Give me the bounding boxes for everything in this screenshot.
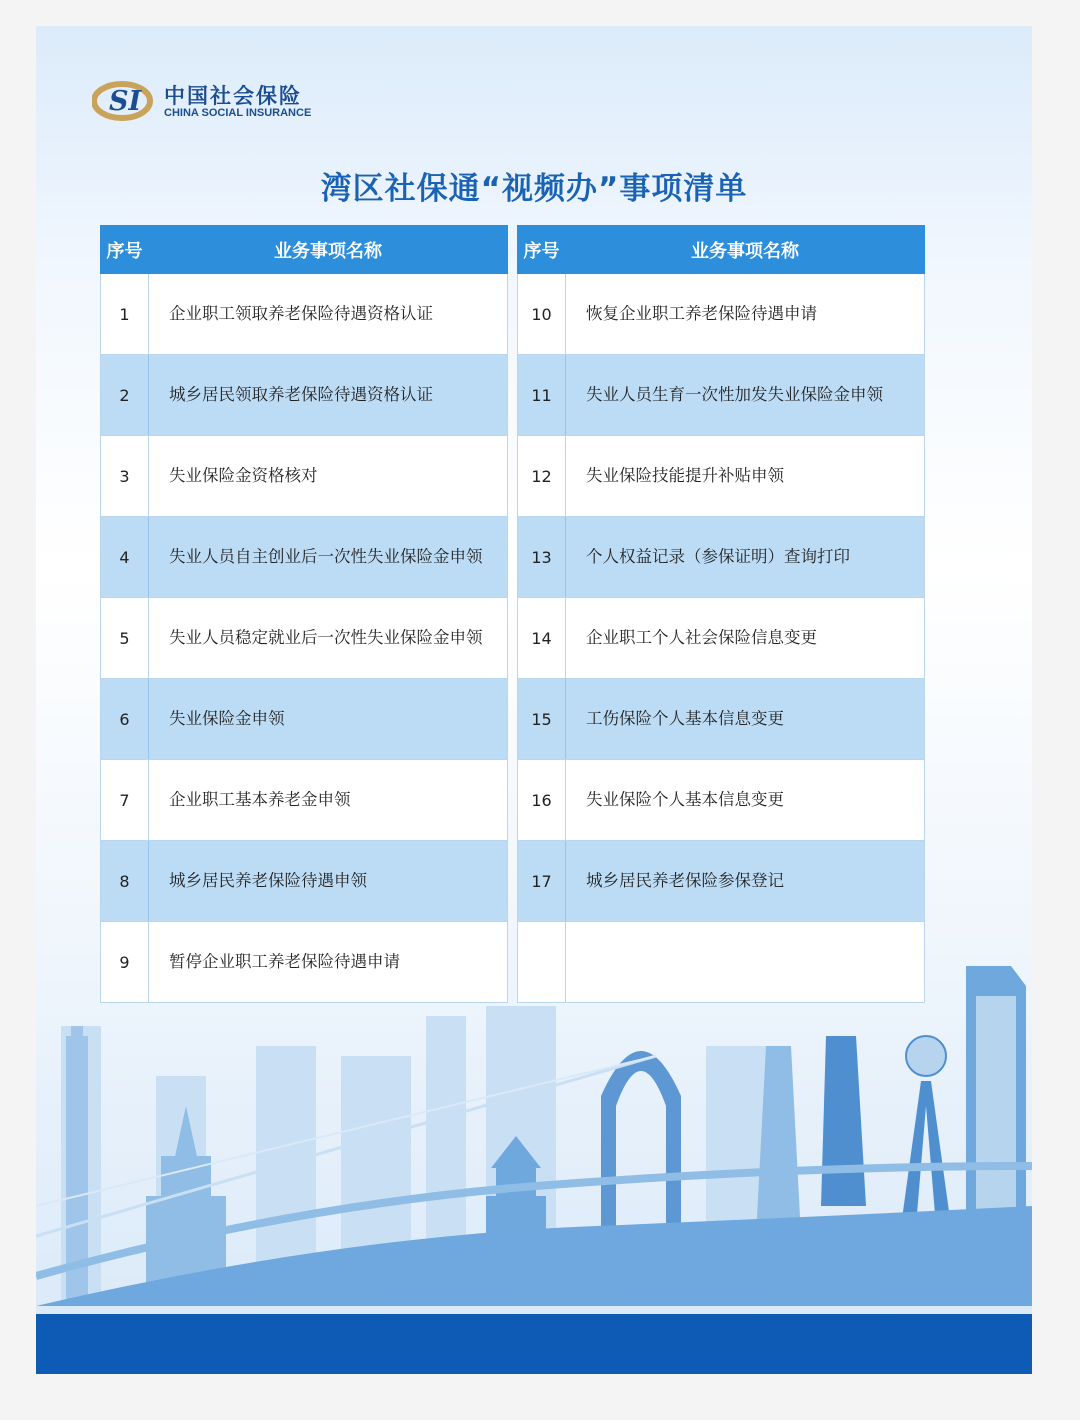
row-number: 2 <box>101 355 149 436</box>
table-row <box>101 355 508 436</box>
table-row <box>101 517 508 598</box>
table-row <box>518 274 925 355</box>
row-number: 13 <box>518 517 566 598</box>
table-row <box>101 760 508 841</box>
row-name: 恢复企业职工养老保险待遇申请 <box>566 274 925 355</box>
row-name: 城乡居民领取养老保险待遇资格认证 <box>149 355 508 436</box>
table-row <box>518 679 925 760</box>
row-name: 失业人员生育一次性加发失业保险金申领 <box>566 355 925 436</box>
row-number: 5 <box>101 598 149 679</box>
logo-name-cn: 中国社会保险 <box>164 83 302 108</box>
row-number: 4 <box>101 517 149 598</box>
table-row <box>101 598 508 679</box>
row-number: 6 <box>101 679 149 760</box>
row-number: 11 <box>518 355 566 436</box>
table-row <box>518 841 925 922</box>
table-row <box>101 679 508 760</box>
row-name: 个人权益记录（参保证明）查询打印 <box>566 517 925 598</box>
row-name: 企业职工基本养老金申领 <box>149 760 508 841</box>
table-row <box>518 436 925 517</box>
row-number: 7 <box>101 760 149 841</box>
si-mark-text: SI <box>109 86 142 117</box>
table-row <box>518 355 925 436</box>
row-number: 8 <box>101 841 149 922</box>
items-table-right <box>517 225 925 1003</box>
header-name: 业务事项名称 <box>149 226 508 274</box>
header-number: 序号 <box>101 226 149 274</box>
table-row <box>101 436 508 517</box>
china-social-insurance-logo <box>92 78 332 124</box>
row-number: 14 <box>518 598 566 679</box>
twisted-tower <box>821 1036 866 1206</box>
row-number: 17 <box>518 841 566 922</box>
row-number <box>518 922 566 1003</box>
row-name: 失业保险个人基本信息变更 <box>566 760 925 841</box>
logo-name-en: CHINA SOCIAL INSURANCE <box>164 107 312 119</box>
row-name: 城乡居民养老保险参保登记 <box>566 841 925 922</box>
row-number: 1 <box>101 274 149 355</box>
table-row <box>101 922 508 1003</box>
table-row <box>518 598 925 679</box>
row-number: 3 <box>101 436 149 517</box>
row-name: 失业保险金申领 <box>149 679 508 760</box>
header-number: 序号 <box>518 226 566 274</box>
globe-tower <box>901 1036 951 1226</box>
table-row <box>518 517 925 598</box>
row-name: 暂停企业职工养老保险待遇申请 <box>149 922 508 1003</box>
si-emblem-icon <box>92 78 158 124</box>
row-name: 企业职工个人社会保险信息变更 <box>566 598 925 679</box>
row-number: 9 <box>101 922 149 1003</box>
row-number: 10 <box>518 274 566 355</box>
header-name: 业务事项名称 <box>566 226 925 274</box>
footer-band <box>36 1314 1032 1374</box>
row-number: 16 <box>518 760 566 841</box>
items-table-left <box>100 225 508 1003</box>
row-name: 失业保险金资格核对 <box>149 436 508 517</box>
row-name: 城乡居民养老保险待遇申领 <box>149 841 508 922</box>
table-row-empty <box>518 922 925 1003</box>
row-name: 失业人员稳定就业后一次性失业保险金申领 <box>149 598 508 679</box>
row-name: 工伤保险个人基本信息变更 <box>566 679 925 760</box>
row-number: 15 <box>518 679 566 760</box>
page-title: 湾区社保通“视频办”事项清单 <box>320 171 748 207</box>
table-row <box>518 760 925 841</box>
row-name <box>566 922 925 1003</box>
row-number: 12 <box>518 436 566 517</box>
table-row <box>101 841 508 922</box>
table-row <box>101 274 508 355</box>
row-name: 企业职工领取养老保险待遇资格认证 <box>149 274 508 355</box>
row-name: 失业人员自主创业后一次性失业保险金申领 <box>149 517 508 598</box>
row-name: 失业保险技能提升补贴申领 <box>566 436 925 517</box>
